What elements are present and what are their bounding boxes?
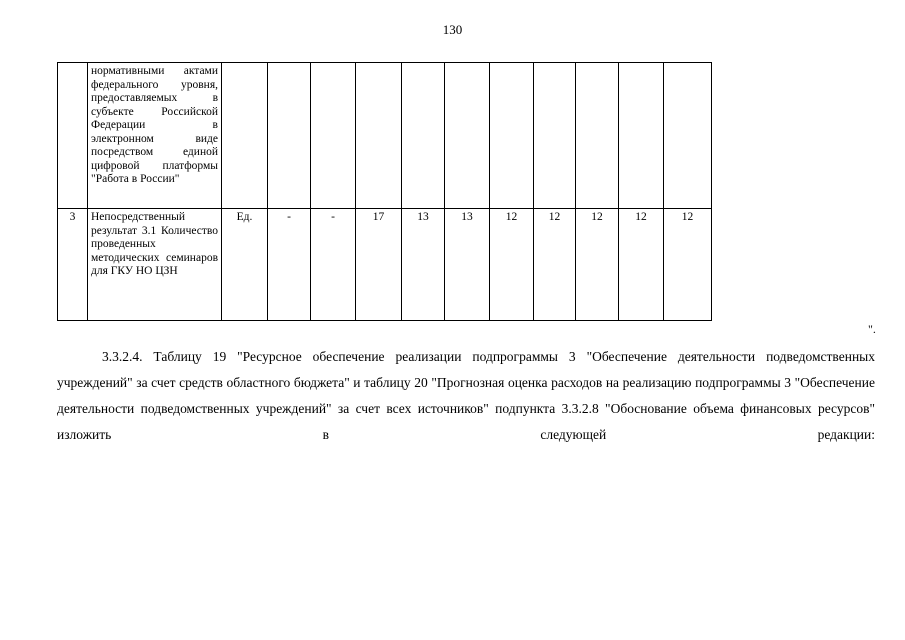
row-number: 3 (58, 209, 88, 321)
table-cell: 13 (445, 209, 490, 321)
indicators-table (57, 62, 712, 321)
table-cell (534, 63, 576, 209)
table-cell (402, 63, 445, 209)
table-cell: 17 (356, 209, 402, 321)
table-cell: 12 (490, 209, 534, 321)
table-cell (664, 63, 712, 209)
row-name: Непосредственный результат 3.1 Количество проведенных методических семинаров для ГКУ НО ЦЗН (88, 209, 222, 321)
row-number (58, 63, 88, 209)
table-cell (490, 63, 534, 209)
closing-quote: ". (868, 322, 876, 336)
table-cell (619, 63, 664, 209)
page-number: 130 (442, 22, 463, 37)
table-cell: 13 (402, 209, 445, 321)
table-cell: 12 (534, 209, 576, 321)
table-cell: - (311, 209, 356, 321)
table-cell (576, 63, 619, 209)
table-row (58, 209, 712, 321)
table-cell: 12 (619, 209, 664, 321)
table-cell: 12 (664, 209, 712, 321)
table-cell (268, 63, 311, 209)
table-cell (445, 63, 490, 209)
table-cell (222, 63, 268, 209)
table-cell: - (268, 209, 311, 321)
table-cell: 12 (576, 209, 619, 321)
table-cell (356, 63, 402, 209)
row-name: нормативными актами федерального уровня, предоставляемых в субъекте Российской Федерации в электронном виде посредством единой цифровой платформы "Работа в России" (88, 63, 222, 209)
table-row (58, 63, 712, 209)
unit-cell: Ед. (222, 209, 268, 321)
body-paragraph: 3.3.2.4. Таблицу 19 "Ресурсное обеспечение реализации подпрограммы 3 "Обеспечение деятельности подведомственных учреждений" за счет средств областного бюджета" и таблицу 20 "Прогнозная оценка расходов на реализацию подпрограммы 3 "Обеспечение деятельности подведомственных учреждений" за счет всех источников" подпункта 3.3.2.8 "Обоснование объема финансовых ресурсов" изложить в следующей редакции: (57, 349, 875, 442)
table-cell (311, 63, 356, 209)
